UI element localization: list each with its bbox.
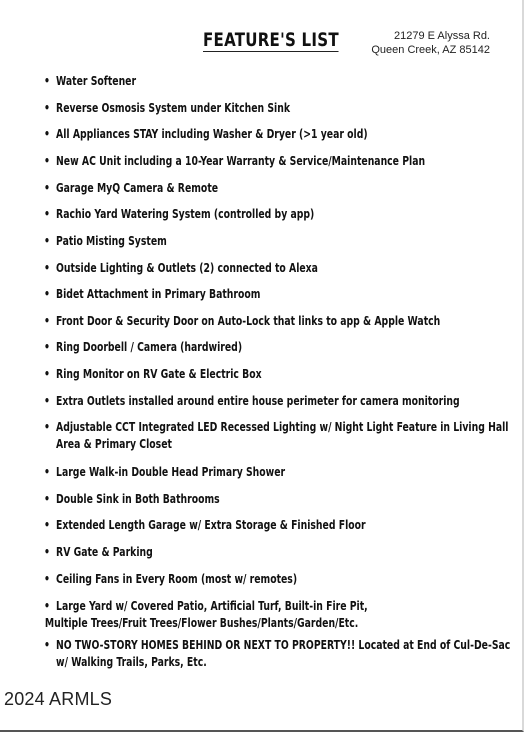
bullet-icon: • <box>44 599 50 613</box>
bullet-icon: • <box>44 314 50 328</box>
bullet-icon: • <box>44 367 50 381</box>
bullet-icon: • <box>44 154 50 168</box>
bullet-icon: • <box>44 234 50 248</box>
bullet-icon: • <box>44 465 50 479</box>
bullet-icon: • <box>44 420 50 434</box>
bullet-icon: • <box>44 492 50 506</box>
bullet-icon: • <box>44 101 50 115</box>
list-item: • Bidet Attachment in Primary Bathroom <box>44 287 261 301</box>
page-title: FEATURE'S LIST <box>203 29 339 51</box>
list-item-continuation: w/ Walking Trails, Parks, Etc. <box>56 655 207 669</box>
address-city: Queen Creek, AZ 85142 <box>371 43 490 56</box>
bullet-icon: • <box>44 287 50 301</box>
list-item: • Garage MyQ Camera & Remote <box>44 181 219 195</box>
list-item: • Reverse Osmosis System under Kitchen Sink <box>44 101 291 115</box>
list-item: • Large Walk-in Double Head Primary Shower <box>44 465 286 479</box>
bullet-icon: • <box>44 545 50 559</box>
list-item-continuation: Multiple Trees/Fruit Trees/Flower Bushes/Plants/Garden/Etc. <box>44 616 359 630</box>
list-item: • NO TWO-STORY HOMES BEHIND OR NEXT TO PROPERTY!! Located at End of Cul-De-Sac w/ Walking Trails, Parks, Etc. <box>44 638 511 669</box>
list-item: • Ring Doorbell / Camera (hardwired) <box>44 340 243 354</box>
list-item: • Front Door & Security Door on Auto-Lock that links to app & Apple Watch <box>44 314 441 328</box>
list-item: • RV Gate & Parking <box>44 545 153 559</box>
list-item: • Rachio Yard Watering System (controlled by app) <box>44 207 315 221</box>
list-item: • Double Sink in Both Bathrooms <box>44 492 220 506</box>
list-item: • Adjustable CCT Integrated LED Recessed Lighting w/ Night Light Feature in Living Hall Area & Primary Closet <box>44 420 509 451</box>
list-item: • All Appliances STAY including Washer & Dryer (>1 year old) <box>44 127 368 141</box>
list-item: • Ceiling Fans in Every Room (most w/ remotes) <box>44 572 298 586</box>
property-address <box>371 30 490 57</box>
bullet-icon: • <box>44 572 50 586</box>
list-item: • Ring Monitor on RV Gate & Electric Box <box>44 367 262 381</box>
list-item: • New AC Unit including a 10-Year Warranty & Service/Maintenance Plan <box>44 154 426 168</box>
bullet-icon: • <box>44 638 50 652</box>
bullet-icon: • <box>44 261 50 275</box>
list-item: • Extended Length Garage w/ Extra Storage & Finished Floor <box>44 518 366 532</box>
list-item: • Water Softener <box>44 74 137 88</box>
list-item: • Large Yard w/ Covered Patio, Artificial Turf, Built-in Fire Pit, Multiple Trees/Fruit Trees/Flower Bushes/Plants/Garden/Etc. <box>44 598 428 632</box>
bullet-icon: • <box>44 181 50 195</box>
copyright-watermark: 2024 ARMLS <box>4 689 113 709</box>
list-item: • Patio Misting System <box>44 234 167 248</box>
bullet-icon: • <box>44 207 50 221</box>
list-item: • Extra Outlets installed around entire house perimeter for camera monitoring <box>44 394 460 408</box>
bullet-icon: • <box>44 394 50 408</box>
bullet-icon: • <box>44 74 50 88</box>
list-item-continuation: Area & Primary Closet <box>56 437 172 451</box>
list-item: • Outside Lighting & Outlets (2) connected to Alexa <box>44 261 318 275</box>
bullet-icon: • <box>44 518 50 532</box>
bullet-icon: • <box>44 127 50 141</box>
bullet-icon: • <box>44 340 50 354</box>
address-street: 21279 E Alyssa Rd. <box>393 30 490 42</box>
